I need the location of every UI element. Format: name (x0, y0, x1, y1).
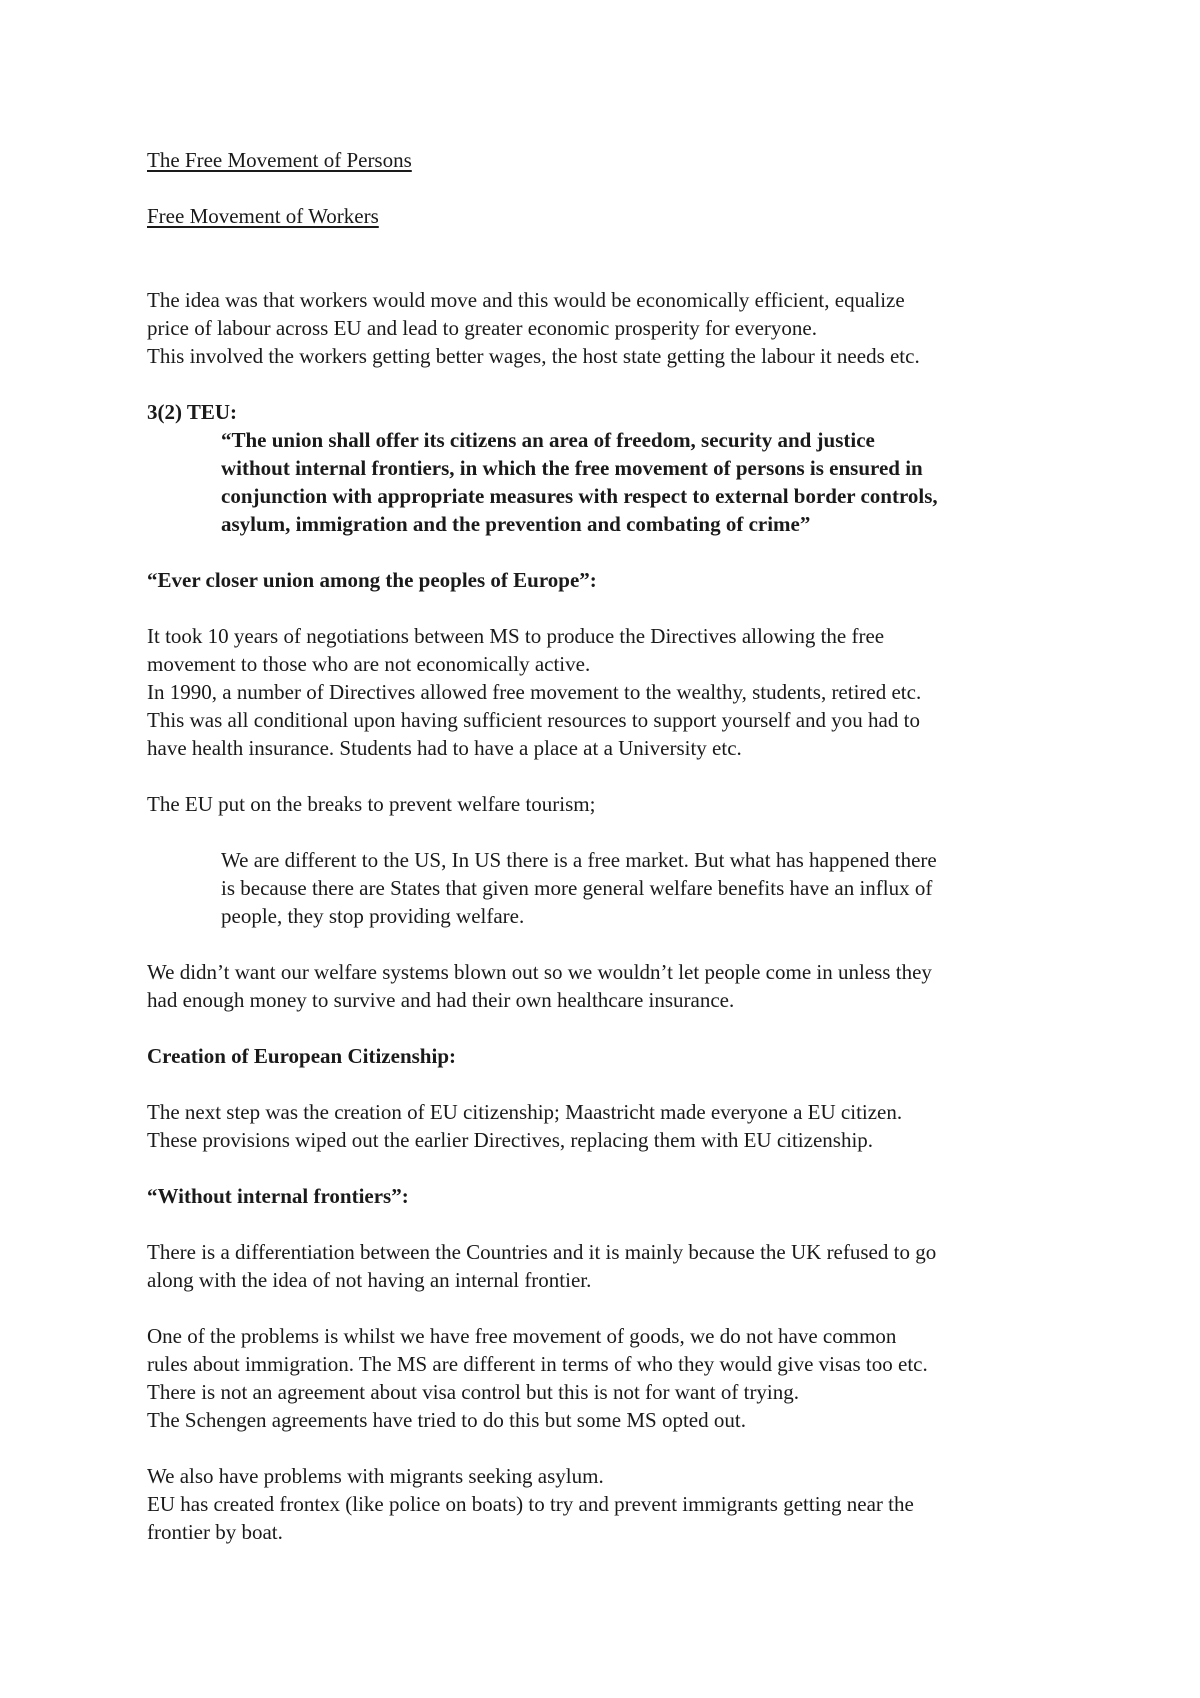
ever-closer-heading: “Ever closer union among the peoples of Europe”: (147, 568, 597, 592)
paragraph-us-comparison (147, 846, 1087, 930)
quote-line: conjunction with appropriate measures with respect to external border controls, (221, 484, 938, 508)
text-line: This was all conditional upon having sufficient resources to support yourself and you had to (147, 708, 920, 732)
text-line: EU has created frontex (like police on boats) to try and prevent immigrants getting near the (147, 1492, 914, 1516)
text-line: rules about immigration. The MS are different in terms of who they would give visas too etc. (147, 1352, 928, 1376)
text-line: It took 10 years of negotiations between MS to produce the Directives allowing the free (147, 624, 885, 648)
paragraph-negotiations (147, 622, 1087, 762)
text-line: along with the idea of not having an internal frontier. (147, 1268, 592, 1292)
teu-heading: 3(2) TEU: (147, 400, 238, 424)
text-line: people, they stop providing welfare. (221, 904, 525, 928)
quote-line: asylum, immigration and the prevention and combating of crime” (221, 512, 811, 536)
text-line: We are different to the US, In US there is a free market. But what has happened there (221, 848, 937, 872)
text-line: There is not an agreement about visa control but this is not for want of trying. (147, 1380, 800, 1404)
text-line: This involved the workers getting better wages, the host state getting the labour it needs etc. (147, 344, 920, 368)
text-line: One of the problems is whilst we have free movement of goods, we do not have common (147, 1324, 897, 1348)
text-line: These provisions wiped out the earlier Directives, replacing them with EU citizenship. (147, 1128, 874, 1152)
text-line: price of labour across EU and lead to greater economic prosperity for everyone. (147, 316, 817, 340)
document-body (147, 146, 1087, 1546)
paragraph-breaks: The EU put on the breaks to prevent welfare tourism; (147, 792, 596, 816)
citizenship-heading: Creation of European Citizenship: (147, 1044, 456, 1068)
paragraph-immigration (147, 1322, 1087, 1434)
text-line: In 1990, a number of Directives allowed free movement to the wealthy, students, retired etc. (147, 680, 922, 704)
text-line: The idea was that workers would move and this would be economically efficient, equalize (147, 288, 905, 312)
teu-quote (147, 426, 1087, 538)
paragraph-differentiation (147, 1238, 1087, 1294)
text-line: The next step was the creation of EU citizenship; Maastricht made everyone a EU citizen. (147, 1100, 903, 1124)
text-line: We also have problems with migrants seeking asylum. (147, 1464, 604, 1488)
section-heading-workers: Free Movement of Workers (147, 204, 379, 228)
paragraph-citizenship (147, 1098, 1087, 1154)
quote-line: without internal frontiers, in which the free movement of persons is ensured in (221, 456, 923, 480)
text-line: The Schengen agreements have tried to do this but some MS opted out. (147, 1408, 746, 1432)
text-line: is because there are States that given more general welfare benefits have an influx of (221, 876, 933, 900)
text-line: frontier by boat. (147, 1520, 283, 1544)
document-title: The Free Movement of Persons (147, 148, 412, 172)
text-line: We didn’t want our welfare systems blown out so we wouldn’t let people come in unless they (147, 960, 932, 984)
text-line: There is a differentiation between the Countries and it is mainly because the UK refused to go (147, 1240, 937, 1264)
paragraph-intro (147, 286, 1087, 370)
text-line: movement to those who are not economically active. (147, 652, 591, 676)
paragraph-asylum (147, 1462, 1087, 1546)
text-line: have health insurance. Students had to have a place at a University etc. (147, 736, 742, 760)
quote-line: “The union shall offer its citizens an area of freedom, security and justice (221, 428, 875, 452)
frontiers-heading: “Without internal frontiers”: (147, 1184, 409, 1208)
text-line: had enough money to survive and had their own healthcare insurance. (147, 988, 735, 1012)
paragraph-welfare (147, 958, 1087, 1014)
